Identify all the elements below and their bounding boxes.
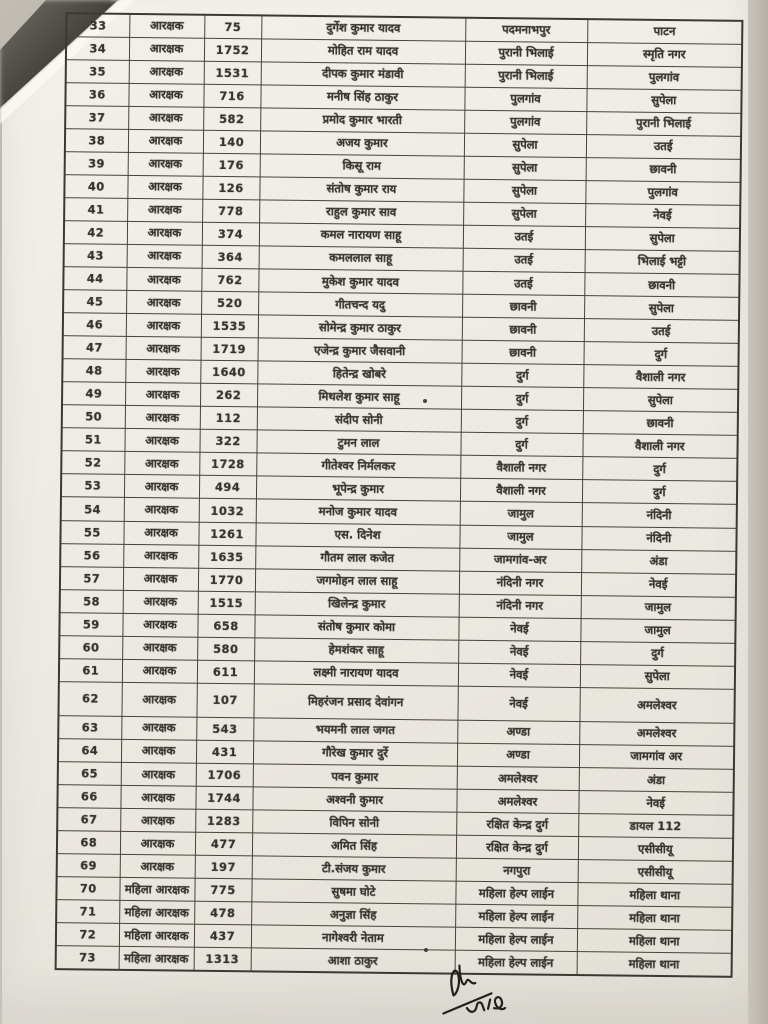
badge-number-cell: 1032	[199, 499, 256, 523]
roster-table-body	[56, 13, 743, 977]
current-posting-cell: दुर्ग	[461, 363, 583, 387]
badge-number-cell: 1744	[195, 786, 252, 810]
badge-number-cell: 176	[203, 153, 260, 177]
new-posting-cell: महिला थाना	[577, 906, 732, 931]
name-cell: संतोष कुमार कोमा	[254, 615, 458, 640]
badge-number-cell: 1535	[201, 314, 258, 338]
name-cell: गीतेश्वर निर्मलकर	[256, 453, 460, 478]
badge-number-cell: 262	[200, 383, 257, 407]
badge-number-cell: 364	[202, 245, 259, 269]
current-posting-cell: सुपेला	[463, 202, 585, 226]
badge-number-cell: 75	[204, 15, 261, 39]
row-number-cell: 58	[60, 589, 123, 613]
current-posting-cell: दुर्ग	[460, 433, 582, 457]
name-cell: टुमन लाल	[256, 430, 460, 455]
current-posting-cell: जामुल	[460, 502, 582, 526]
name-cell: विपिन सोनी	[252, 810, 456, 835]
badge-number-cell: 322	[199, 430, 256, 454]
name-cell: अमित सिंह	[252, 833, 456, 858]
name-cell: मोहित राम यादव	[261, 38, 465, 63]
designation-cell: आरक्षक	[122, 613, 197, 637]
new-posting-cell: स्मृति नगर	[587, 42, 742, 67]
row-number-cell: 33	[66, 13, 129, 37]
current-posting-cell: पुरानी भिलाई	[465, 64, 587, 88]
designation-cell: आरक्षक	[124, 429, 199, 453]
name-cell: टी.संजय कुमार	[252, 856, 456, 881]
designation-cell: आरक्षक	[121, 762, 196, 786]
row-number-cell: 42	[64, 221, 127, 245]
current-posting-cell: पुरानी भिलाई	[465, 41, 587, 65]
designation-cell: आरक्षक	[120, 808, 195, 832]
badge-number-cell: 1531	[204, 61, 261, 85]
row-number-cell: 69	[57, 854, 120, 878]
new-posting-cell: अंडा	[581, 549, 736, 574]
current-posting-cell: रक्षित केन्द्र दुर्ग	[456, 812, 578, 836]
current-posting-cell: नंदिनी नगर	[459, 594, 581, 618]
row-number-cell: 72	[56, 923, 119, 947]
new-posting-cell: दुर्ग	[580, 641, 735, 666]
badge-number-cell: 1719	[201, 337, 258, 361]
row-number-cell: 48	[62, 359, 125, 383]
current-posting-cell: सुपेला	[464, 156, 586, 180]
new-posting-cell: सुपेला	[584, 296, 739, 321]
row-number-cell: 59	[59, 612, 122, 636]
current-posting-cell: दुर्ग	[461, 409, 583, 433]
designation-cell: महिला आरक्षक	[119, 901, 194, 925]
designation-cell: आरक्षक	[126, 290, 201, 314]
new-posting-cell: पुरानी भिलाई	[586, 111, 741, 136]
designation-cell: आरक्षक	[124, 475, 199, 499]
badge-number-cell: 520	[201, 291, 258, 315]
signature	[422, 950, 548, 1024]
badge-number-cell: 1706	[196, 763, 253, 787]
badge-number-cell: 112	[200, 407, 257, 431]
current-posting-cell: महिला हेल्प लाईन	[455, 951, 577, 975]
name-cell: खिलेन्द्र कुमार	[255, 592, 459, 617]
row-number-cell: 54	[61, 497, 124, 521]
badge-number-cell: 1752	[204, 38, 261, 62]
current-posting-cell: नगपुरा	[456, 858, 578, 882]
new-posting-cell: पुलगांव	[585, 180, 740, 205]
designation-cell: आरक्षक	[121, 682, 196, 717]
current-posting-cell: अमलेश्वर	[457, 766, 579, 790]
new-posting-cell: पाटन	[587, 19, 742, 44]
current-posting-cell: जामगांव-अर	[459, 548, 581, 572]
row-number-cell: 47	[63, 336, 126, 360]
name-cell: एजेन्द्र कुमार जैसवानी	[258, 338, 462, 363]
badge-number-cell: 1635	[198, 545, 255, 569]
row-number-cell: 38	[65, 128, 128, 152]
new-posting-cell: नंदिनी	[581, 526, 736, 551]
row-number-cell: 53	[61, 474, 124, 498]
row-number-cell: 73	[56, 946, 119, 970]
new-posting-cell: सुपेला	[583, 388, 738, 413]
row-number-cell: 60	[59, 635, 122, 659]
new-posting-cell: अमलेश्वर	[579, 687, 734, 723]
designation-cell: आरक्षक	[123, 567, 198, 591]
row-number-cell: 46	[63, 313, 126, 337]
name-cell: दुर्गेश कुमार यादव	[261, 15, 465, 40]
badge-number-cell: 716	[203, 84, 260, 108]
name-cell: अनुज्ञा सिंह	[251, 902, 455, 927]
new-posting-cell: वैशाली नगर	[583, 365, 738, 390]
designation-cell: आरक्षक	[122, 636, 197, 660]
current-posting-cell: महिला हेल्प लाईन	[455, 881, 577, 905]
designation-cell: आरक्षक	[126, 267, 201, 291]
new-posting-cell: सुपेला	[586, 88, 741, 113]
badge-number-cell: 494	[199, 476, 256, 500]
badge-number-cell: 197	[195, 855, 252, 879]
name-cell: मुकेश कुमार यादव	[258, 269, 462, 294]
designation-cell: आरक्षक	[125, 406, 200, 430]
name-cell: गीतचन्द यदु	[258, 292, 462, 317]
row-number-cell: 40	[64, 175, 127, 199]
current-posting-cell: रक्षित केन्द्र दुर्ग	[456, 835, 578, 859]
designation-cell: आरक्षक	[121, 716, 196, 740]
current-posting-cell: छावनी	[462, 317, 584, 341]
name-cell: अश्वनी कुमार	[252, 787, 456, 812]
designation-cell: आरक्षक	[129, 37, 204, 61]
new-posting-cell: नंदिनी	[582, 503, 737, 528]
current-posting-cell: वैशाली नगर	[460, 456, 582, 480]
new-posting-cell: सुपेला	[580, 664, 735, 689]
current-posting-cell: जामुल	[459, 525, 581, 549]
name-cell: संतोष कुमार राय	[259, 177, 463, 202]
current-posting-cell: उतई	[463, 248, 585, 272]
designation-cell: आरक्षक	[123, 544, 198, 568]
badge-number-cell: 140	[203, 130, 260, 154]
row-number-cell: 44	[63, 267, 126, 291]
new-posting-cell: डायल 112	[578, 814, 733, 839]
name-cell: लक्ष्मी नारायण यादव	[254, 661, 458, 686]
name-cell: सुषमा घोटे	[251, 879, 455, 904]
name-cell: गौरेख कुमार दुर्रे	[253, 741, 457, 766]
new-posting-cell: दुर्ग	[582, 480, 737, 505]
new-posting-cell: नेवई	[578, 791, 733, 816]
designation-cell: आरक्षक	[128, 129, 203, 153]
designation-cell: आरक्षक	[129, 60, 204, 84]
row-number-cell: 39	[65, 151, 128, 175]
name-cell: मिहरंजन प्रसाद देवांगन	[253, 684, 457, 720]
designation-cell: आरक्षक	[120, 832, 195, 856]
badge-number-cell: 1728	[199, 453, 256, 477]
name-cell: हितेन्द्र खोबरे	[257, 361, 461, 386]
designation-cell: आरक्षक	[126, 314, 201, 338]
name-cell: पवन कुमार	[253, 764, 457, 789]
designation-cell: आरक्षक	[120, 855, 195, 879]
badge-number-cell: 431	[196, 740, 253, 764]
badge-number-cell: 611	[197, 660, 254, 684]
new-posting-cell: एसीसीयू	[578, 837, 733, 862]
new-posting-cell: छावनी	[584, 273, 739, 298]
row-number-cell: 35	[66, 59, 129, 83]
new-posting-cell: एसीसीयू	[578, 860, 733, 885]
name-cell: कमललाल साहू	[259, 246, 463, 271]
badge-number-cell: 775	[194, 878, 251, 902]
ink-speck	[424, 948, 428, 952]
ink-speck	[423, 399, 427, 403]
name-cell: दीपक कुमार मंडावी	[261, 61, 465, 86]
new-posting-cell: वैशाली नगर	[582, 434, 737, 459]
name-cell: मनोज कुमार यादव	[256, 499, 460, 524]
designation-cell: आरक्षक	[124, 498, 199, 522]
personnel-posting-table	[55, 12, 744, 978]
designation-cell: आरक्षक	[128, 83, 203, 107]
badge-number-cell: 778	[202, 199, 259, 223]
background-edge	[748, 0, 768, 1024]
current-posting-cell: महिला हेल्प लाईन	[455, 904, 577, 928]
badge-number-cell: 658	[197, 614, 254, 638]
current-posting-cell: नंदिनी नगर	[459, 571, 581, 595]
row-number-cell: 49	[62, 382, 125, 406]
current-posting-cell: सुपेला	[463, 179, 585, 203]
current-posting-cell: महिला हेल्प लाईन	[455, 928, 577, 952]
badge-number-cell: 374	[202, 222, 259, 246]
badge-number-cell: 1640	[200, 360, 257, 384]
current-posting-cell: वैशाली नगर	[460, 479, 582, 503]
current-posting-cell: उतई	[463, 225, 585, 249]
new-posting-cell: अंडा	[579, 768, 734, 793]
designation-cell: महिला आरक्षक	[119, 947, 194, 971]
row-number-cell: 63	[58, 716, 121, 740]
new-posting-cell: पुलगांव	[587, 65, 742, 90]
designation-cell: आरक्षक	[128, 152, 203, 176]
new-posting-cell: नेवई	[585, 203, 740, 228]
current-posting-cell: छावनी	[461, 340, 583, 364]
badge-number-cell: 437	[194, 925, 251, 949]
designation-cell: आरक्षक	[125, 383, 200, 407]
badge-number-cell: 1261	[198, 522, 255, 546]
current-posting-cell: नेवई	[458, 617, 580, 641]
current-posting-cell: दुर्ग	[461, 386, 583, 410]
designation-cell: महिला आरक्षक	[119, 924, 194, 948]
designation-cell: आरक्षक	[121, 739, 196, 763]
badge-number-cell: 580	[197, 637, 254, 661]
current-posting-cell: अण्डा	[457, 720, 579, 744]
new-posting-cell: महिला थाना	[577, 952, 732, 977]
current-posting-cell: नेवई	[458, 640, 580, 664]
row-number-cell: 71	[56, 900, 119, 924]
row-number-cell: 36	[65, 82, 128, 106]
name-cell: प्रमोद कुमार भारती	[260, 108, 464, 133]
designation-cell: आरक्षक	[124, 452, 199, 476]
badge-number-cell: 543	[196, 717, 253, 741]
row-number-cell: 41	[64, 198, 127, 222]
badge-number-cell: 1515	[198, 591, 255, 615]
name-cell: मिथलेश कुमार साहू	[257, 384, 461, 409]
current-posting-cell: पदमनाभपुर	[465, 18, 587, 42]
current-posting-cell: सुपेला	[464, 133, 586, 157]
new-posting-cell: सुपेला	[585, 227, 740, 252]
current-posting-cell: नेवई	[457, 686, 579, 721]
row-number-cell: 61	[59, 658, 122, 682]
row-number-cell: 34	[66, 36, 129, 60]
badge-number-cell: 107	[196, 683, 253, 718]
name-cell: आशा ठाकुर	[251, 948, 455, 973]
row-number-cell: 52	[61, 451, 124, 475]
badge-number-cell: 477	[195, 832, 252, 856]
row-number-cell: 56	[60, 543, 123, 567]
name-cell: कमल नारायण साहू	[259, 223, 463, 248]
designation-cell: आरक्षक	[127, 244, 202, 268]
designation-cell: आरक्षक	[126, 337, 201, 361]
new-posting-cell: दुर्ग	[582, 457, 737, 482]
designation-cell: आरक्षक	[123, 590, 198, 614]
row-number-cell: 64	[58, 739, 121, 763]
row-number-cell: 55	[60, 520, 123, 544]
designation-cell: आरक्षक	[127, 198, 202, 222]
row-number-cell: 65	[58, 762, 121, 786]
name-cell: सोमेन्द्र कुमार ठाकुर	[258, 315, 462, 340]
current-posting-cell: नेवई	[458, 663, 580, 687]
row-number-cell: 70	[56, 877, 119, 901]
badge-number-cell: 1283	[195, 809, 252, 833]
badge-number-cell: 478	[194, 902, 251, 926]
new-posting-cell: दुर्ग	[583, 342, 738, 367]
new-posting-cell: नेवई	[581, 572, 736, 597]
designation-cell: आरक्षक	[127, 221, 202, 245]
current-posting-cell: छावनी	[462, 294, 584, 318]
row-number-cell: 57	[60, 566, 123, 590]
designation-cell: आरक्षक	[120, 785, 195, 809]
name-cell: मनीष सिंह ठाकुर	[260, 85, 464, 110]
badge-number-cell: 126	[202, 176, 259, 200]
new-posting-cell: भिलाई भट्टी	[585, 250, 740, 275]
new-posting-cell: महिला थाना	[577, 883, 732, 908]
row-number-cell: 43	[64, 244, 127, 268]
name-cell: हेमशंकर साहू	[254, 638, 458, 663]
designation-cell: आरक्षक	[128, 106, 203, 130]
name-cell: अजय कुमार	[260, 131, 464, 156]
new-posting-cell: जामगांव अर	[579, 745, 734, 770]
new-posting-cell: उतई	[586, 134, 741, 159]
new-posting-cell: अमलेश्वर	[579, 721, 734, 746]
new-posting-cell: छावनी	[583, 411, 738, 436]
name-cell: भूपेन्द्र कुमार	[256, 476, 460, 501]
designation-cell: आरक्षक	[129, 14, 204, 38]
new-posting-cell: उतई	[584, 319, 739, 344]
name-cell: गौतम लाल कजेत	[255, 545, 459, 570]
row-number-cell: 37	[65, 105, 128, 129]
current-posting-cell: उतई	[462, 271, 584, 295]
name-cell: एस. दिनेश	[255, 522, 459, 547]
current-posting-cell: अमलेश्वर	[456, 789, 578, 813]
row-number-cell: 62	[58, 682, 121, 717]
badge-number-cell: 582	[203, 107, 260, 131]
current-posting-cell: अण्डा	[457, 743, 579, 767]
designation-cell: महिला आरक्षक	[119, 878, 194, 902]
designation-cell: आरक्षक	[127, 175, 202, 199]
new-posting-cell: जामुल	[581, 595, 736, 620]
new-posting-cell: छावनी	[586, 157, 741, 182]
badge-number-cell: 1313	[194, 948, 251, 972]
name-cell: भयमनी लाल जगत	[253, 718, 457, 743]
designation-cell: आरक्षक	[122, 659, 197, 683]
row-number-cell: 66	[57, 785, 120, 809]
new-posting-cell: जामुल	[580, 618, 735, 643]
name-cell: किसू राम	[260, 154, 464, 179]
new-posting-cell: महिला थाना	[577, 929, 732, 954]
row-number-cell: 67	[57, 808, 120, 832]
name-cell: जगमोहन लाल साहू	[255, 568, 459, 593]
designation-cell: आरक्षक	[123, 521, 198, 545]
name-cell: संदीप सोनी	[257, 407, 461, 432]
badge-number-cell: 1770	[198, 568, 255, 592]
current-posting-cell: पुलगांव	[464, 87, 586, 111]
designation-cell: आरक्षक	[125, 360, 200, 384]
current-posting-cell: पुलगांव	[464, 110, 586, 134]
row-number-cell: 51	[61, 428, 124, 452]
badge-number-cell: 762	[201, 268, 258, 292]
row-number-cell: 45	[63, 290, 126, 314]
name-cell: राहुल कुमार साव	[259, 200, 463, 225]
row-number-cell: 68	[57, 831, 120, 855]
name-cell: नागेश्वरी नेताम	[251, 925, 455, 950]
row-number-cell: 50	[62, 405, 125, 429]
